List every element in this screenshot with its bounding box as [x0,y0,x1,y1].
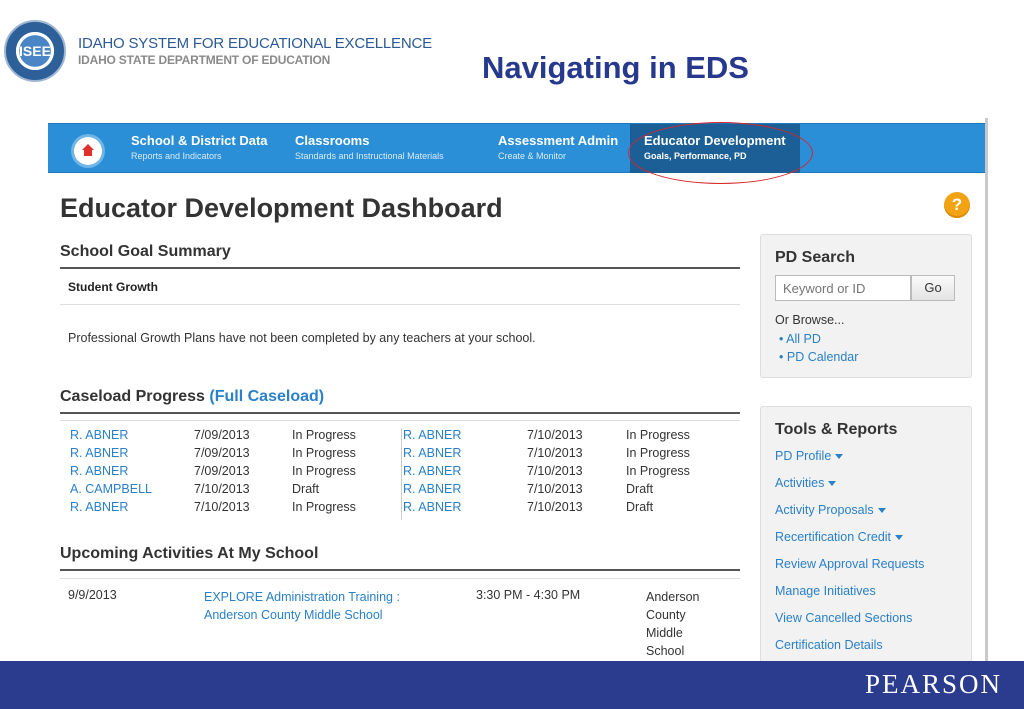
status: Draft [292,482,320,496]
tools-reports-panel [760,406,972,663]
top-nav [48,123,988,173]
status: In Progress [292,446,356,460]
pd-search-heading: PD Search [775,249,856,266]
goal-summary-message: Professional Growth Plans have not been completed by any teachers at your school. [68,331,536,345]
all-pd-link[interactable]: All PD [786,332,821,346]
date: 7/09/2013 [194,464,250,478]
go-button[interactable]: Go [911,275,955,301]
location-line: Middle [646,626,683,640]
org-department: IDAHO STATE DEPARTMENT OF EDUCATION [78,53,331,67]
status: In Progress [292,500,356,514]
activity-time: 3:30 PM - 4:30 PM [476,588,581,602]
nav-classrooms[interactable] [295,133,444,161]
status: Draft [626,500,654,514]
nav-subtitle: Standards and Instructional Materials [295,151,444,161]
teacher-link[interactable]: R. ABNER [70,428,129,442]
menu-label: Activity Proposals [775,503,874,517]
org-name: IDAHO SYSTEM FOR EDUCATIONAL EXCELLENCE [78,35,432,52]
caret-down-icon [895,535,903,540]
status: In Progress [292,428,356,442]
caseload-progress-heading [60,388,740,414]
teacher-link[interactable]: R. ABNER [403,428,462,442]
teacher-link[interactable]: A. CAMPBELL [70,482,152,496]
pd-search-input[interactable] [775,275,911,301]
date: 7/09/2013 [194,428,250,442]
location-line: County [646,608,686,622]
review-approval-requests-link[interactable]: Review Approval Requests [775,557,925,571]
full-caseload-link[interactable]: (Full Caseload) [209,388,325,405]
teacher-link[interactable]: R. ABNER [403,500,462,514]
menu-label: Activities [775,476,825,490]
date: 7/10/2013 [527,482,583,496]
list-item[interactable]: • All PD [779,332,821,346]
help-icon[interactable]: ? [944,192,970,218]
teacher-link[interactable]: R. ABNER [403,482,462,496]
caseload-heading-text: Caseload Progress [60,388,205,405]
status: Draft [626,482,654,496]
student-growth-label: Student Growth [68,280,158,294]
menu-label: PD Profile [775,449,832,463]
nav-subtitle: Reports and Indicators [131,151,222,161]
home-button[interactable] [74,137,102,165]
teacher-link[interactable]: R. ABNER [70,500,129,514]
location-line: Anderson [646,590,700,604]
pd-search-panel [760,234,972,378]
activity-proposals-menu[interactable] [775,503,886,517]
teacher-link[interactable]: R. ABNER [403,464,462,478]
recertification-credit-menu[interactable] [775,530,903,544]
menu-label: Recertification Credit [775,530,892,544]
activity-title-line: Anderson County Middle School [204,608,383,622]
caret-down-icon [835,454,843,459]
pearson-logo: PEARSON [864,669,1002,699]
location-line: School [646,644,685,658]
nav-assessment-admin[interactable] [498,133,618,161]
nav-school-district-data[interactable] [131,133,268,161]
manage-initiatives-link[interactable]: Manage Initiatives [775,584,876,598]
pd-profile-menu[interactable] [775,449,843,463]
date: 7/10/2013 [527,464,583,478]
certification-details-link[interactable]: Certification Details [775,638,883,652]
tools-reports-heading: Tools & Reports [775,421,898,438]
table-row [60,498,740,516]
status: In Progress [626,464,690,478]
caseload-table [60,426,740,516]
date: 7/10/2013 [527,446,583,460]
table-row [60,480,740,498]
date: 7/09/2013 [194,446,250,460]
seal-text: ISEE [19,43,51,59]
highlight-ellipse [628,122,813,184]
caseload-column-divider [401,428,402,520]
nav-title: Classrooms [295,133,370,148]
teacher-link[interactable]: R. ABNER [403,446,462,460]
student-growth-row [60,278,740,305]
activity-title-line: EXPLORE Administration Training : [204,590,400,604]
activities-menu[interactable] [775,476,836,490]
caret-down-icon [828,481,836,486]
view-cancelled-sections-link[interactable]: View Cancelled Sections [775,611,913,625]
date: 7/10/2013 [527,428,583,442]
activities-top-rule [60,578,740,579]
upcoming-activities-heading: Upcoming Activities At My School [60,545,740,571]
nav-subtitle: Goals, Performance, PD [644,151,747,161]
caseload-top-rule [60,420,740,421]
nav-title: Assessment Admin [498,133,619,148]
nav-title: School & District Data [131,133,268,148]
page-title: Educator Development Dashboard [60,193,503,223]
activity-location [646,588,700,660]
isee-seal-logo [4,20,66,82]
list-item[interactable]: • PD Calendar [779,350,859,364]
browse-list [779,330,858,366]
status: In Progress [292,464,356,478]
date: 7/10/2013 [527,500,583,514]
table-row [60,462,740,480]
eds-screenshot [48,118,988,663]
table-row [60,444,740,462]
nav-subtitle: Create & Monitor [498,151,567,161]
status: In Progress [626,446,690,460]
home-icon [82,143,94,157]
nav-title: Educator Development [644,133,786,148]
date: 7/10/2013 [194,500,250,514]
activity-title-link[interactable] [204,588,400,624]
teacher-link[interactable]: R. ABNER [70,446,129,460]
browse-label: Or Browse... [775,313,845,327]
pd-calendar-link[interactable]: PD Calendar [786,350,859,364]
slide-title: Navigating in EDS [482,50,749,85]
table-row [60,426,740,444]
date: 7/10/2013 [194,482,250,496]
teacher-link[interactable]: R. ABNER [70,464,129,478]
footer-bar [0,661,1024,709]
school-goal-summary-heading: School Goal Summary [60,243,740,269]
status: In Progress [626,428,690,442]
caret-down-icon [878,508,886,513]
activity-date: 9/9/2013 [68,588,117,602]
